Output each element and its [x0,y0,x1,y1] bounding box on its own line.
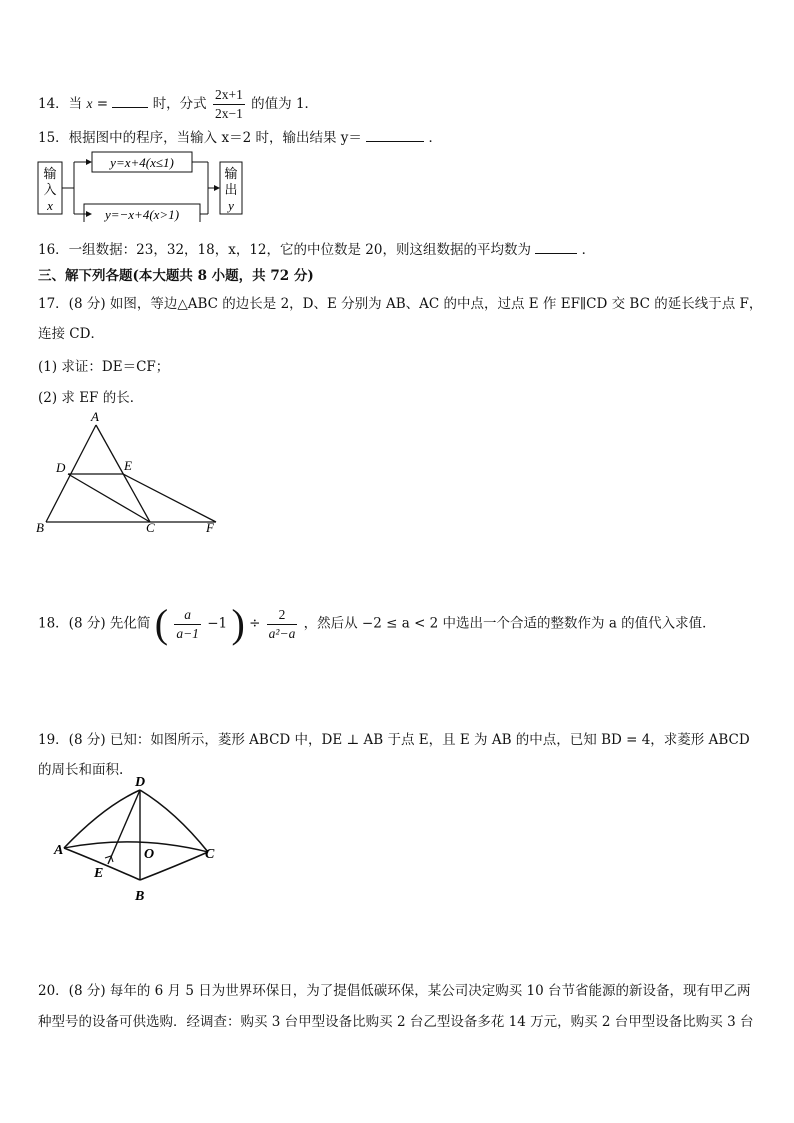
q14-number: 14．当 [38,96,83,112]
label-A: A [91,409,99,424]
q20-line-2: 种型号的设备可供选购．经调查：购买 3 台甲型设备比购买 2 台乙型设备多花 14 万元，购买 2 台甲型设备比购买 3 台 [38,1014,754,1030]
label-O: O [144,847,155,862]
q17-part-1: (1) 求证：DE＝CF； [38,359,170,375]
q18-a-denominator: a−1 [176,625,199,641]
q14-fraction [213,86,245,123]
label-C: C [146,520,155,533]
label-A: A [54,843,64,858]
label-E: E [94,866,104,881]
q14-tail-text: 的值为 1． [251,96,319,112]
q16-text: 16．一组数据：23，32，18，x，12，它的中位数是 20，则这组数据的平均数为 [38,242,531,258]
q18-a-numerator: a [174,606,201,625]
label-E: E [124,458,132,473]
q18-tail: ，然后从 −2 ≤ a < 2 中选出一个合适的整数作为 a 的值代入求值． [303,615,716,632]
q18-number: 18．(8 分) 先化简 [38,615,151,632]
q14-equals: = [96,96,109,112]
q18-fraction-b [267,606,298,643]
input-char-1: 输 [43,166,57,181]
q19-line-2: 的周长和面积. [38,762,124,778]
q17-part-2: (2) 求 EF 的长． [38,390,144,406]
q16-answer-blank[interactable] [535,241,577,254]
q20-line-1: 20．(8 分) 每年的 6 月 5 日为世界环保日，为了提倡低碳环保，某公司决定购买 10 台节省能源的新设备，现有甲乙两 [38,983,751,999]
output-char-2: 出 [224,182,238,197]
q15-flowchart [36,150,276,222]
label-D: D [56,460,66,475]
question-16 [38,238,595,258]
question-15 [38,126,442,146]
q19-rhombus-figure [50,776,230,906]
q14-fraction-numerator: 2x+1 [213,86,245,105]
label-C: C [205,847,215,862]
q15-answer-blank[interactable] [366,129,424,142]
label-B: B [36,520,44,533]
q14-answer-blank[interactable] [112,95,148,108]
q19-line-1: 19．(8 分) 已知：如图所示，菱形 ABCD 中，DE ⊥ AB 于点 E，且 E 为 AB 的中点，已知 BD = 4，求菱形 ABCD [38,732,750,748]
q18-divide: ÷ [249,615,261,632]
q15-text: 15．根据图中的程序，当输入 x＝2 时，输出结果 y＝ [38,130,362,146]
input-char-3: x [47,198,53,213]
q14-fraction-denominator: 2x−1 [214,106,243,121]
label-D: D [135,776,146,790]
q17-triangle-figure [30,408,230,533]
q15-tail: ． [428,130,442,146]
branch-top-label: y=x+4(x≤1) [110,155,174,170]
branch-bottom-label: y=−x+4(x>1) [104,207,180,222]
q18-minus-one: −1 [207,615,228,632]
q14-mid-text: 时，分式 [152,96,207,112]
question-18 [38,601,716,646]
question-14 [38,86,318,123]
label-F: F [206,520,214,533]
section-3-heading: 三、解下列各题(本大题共 8 小题，共 72 分) [38,268,314,284]
q18-b-numerator: 2 [267,606,298,625]
output-char-3: y [228,198,234,213]
label-B: B [135,889,145,904]
right-paren: ) [231,601,245,646]
q17-line-2: 连接 CD． [38,326,104,342]
output-char-1: 输 [224,166,238,181]
q16-tail: ． [581,242,596,258]
left-paren: ( [154,601,169,646]
q14-variable: x [86,96,93,111]
q17-line-1: 17．(8 分) 如图，等边△ABC 的边长是 2，D、E 分别为 AB、AC 的中点，过点 E 作 EF∥CD 交 BC 的延长线于点 F， [38,296,763,312]
q18-fraction-a [174,606,201,643]
input-char-2: 入 [43,182,57,197]
q18-b-denominator: a²−a [268,625,296,641]
